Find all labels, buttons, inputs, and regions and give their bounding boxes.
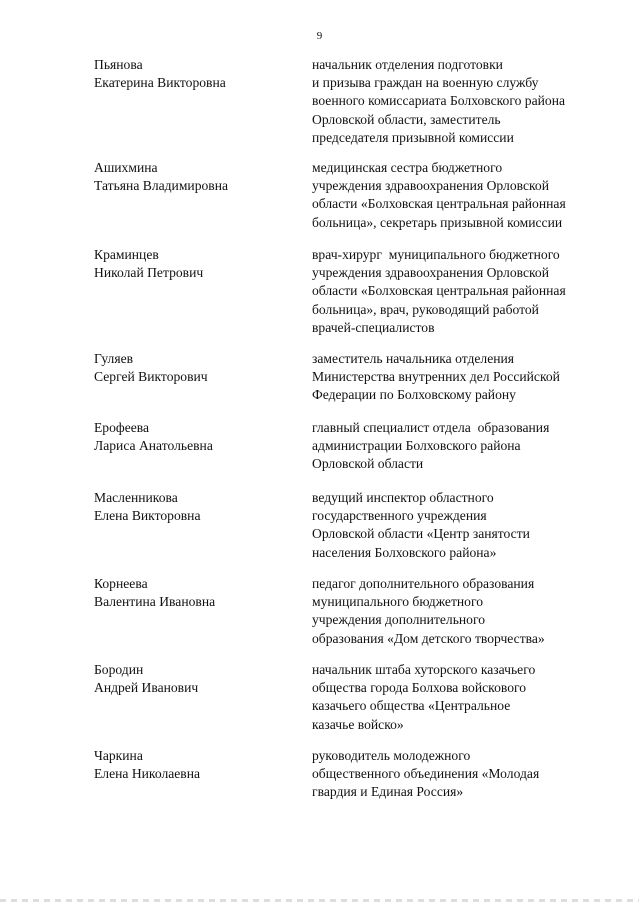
member-position: педагог дополнительного образования муниципального бюджетного учреждения дополнительного образования «Дом детского творчества» [312, 576, 545, 646]
member-position: главный специалист отдела образования администрации Болховского района Орловской области [312, 420, 550, 472]
member-position: ведущий инспектор областного государственного учреждения Орловской области «Центр занятости населения Болховского района» [312, 490, 530, 560]
member-name: Ашихмина Татьяна Владимировна [94, 160, 229, 194]
member-position: заместитель начальника отделения Министерства внутренних дел Российской Федерации по Болховскому району [312, 351, 560, 403]
member-name: Гуляев Сергей Викторович [94, 351, 208, 385]
member-name: Масленникова Елена Викторовна [94, 490, 201, 524]
member-position: врач-хирург муниципального бюджетного учреждения здравоохранения Орловской области «Болховская центральная районная больница», врач, руководящий работой врачей-специалистов [312, 247, 566, 335]
member-name: Корнеева Валентина Ивановна [94, 576, 216, 610]
member-name: Чаркина Елена Николаевна [94, 748, 201, 782]
member-name: Пьянова Екатерина Викторовна [94, 57, 226, 91]
member-name: Ерофеева Лариса Анатольевна [94, 420, 213, 454]
member-name: Бородин Андрей Иванович [94, 662, 199, 696]
member-name: Краминцев Николай Петрович [94, 247, 204, 281]
member-position: начальник штаба хуторского казачьего общества города Болхова войскового казачьего общества «Центральное казачье войско» [312, 662, 536, 732]
member-position: начальник отделения подготовки и призыва граждан на военную службу военного комиссариата Болховского района Орловской области, заместитель председателя призывной комиссии [312, 57, 565, 145]
page-number: 9 [316, 30, 323, 42]
member-position: медицинская сестра бюджетного учреждения здравоохранения Орловской области «Болховская центральная районная больница», секретарь призывной комиссии [312, 160, 566, 230]
member-position: руководитель молодежного общественного объединения «Молодая гвардия и Единая Россия» [312, 748, 540, 800]
